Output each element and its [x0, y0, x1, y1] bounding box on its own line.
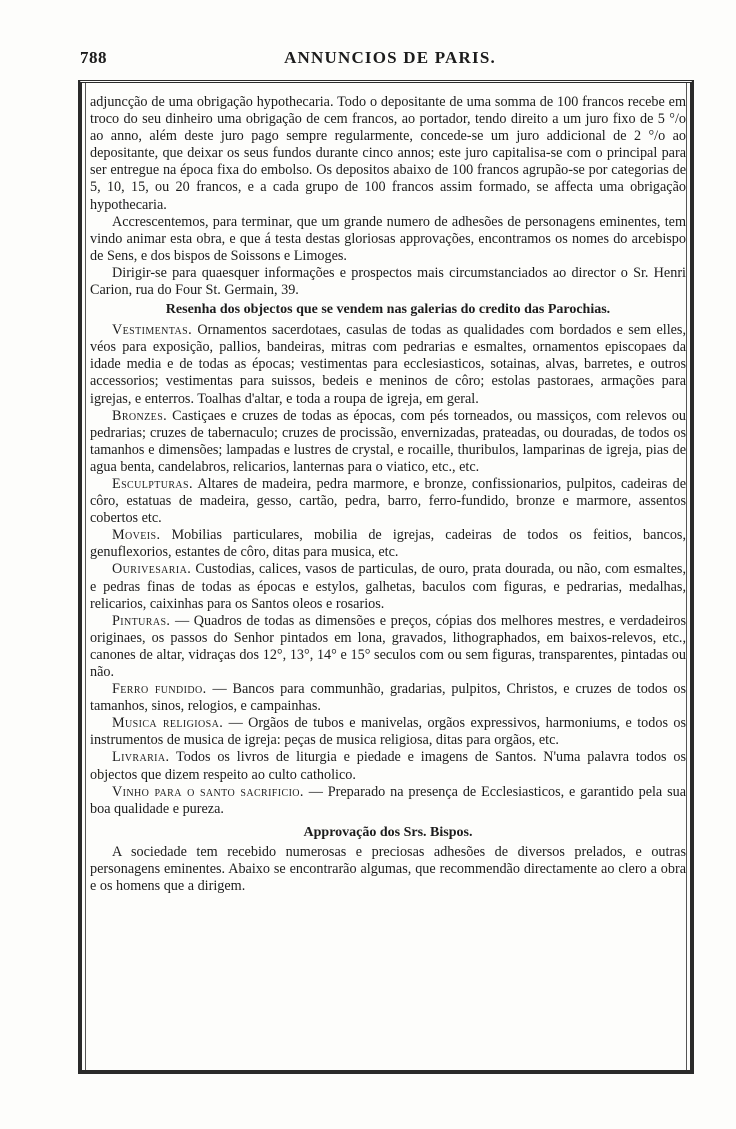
item-text: Todos os livros de liturgia e piedade e imagens de Santos. N'uma palavra todos os objectos que dizem respeito ao culto catholico. [90, 749, 686, 783]
approval-paragraph: A sociedade tem recebido numerosas e preciosas adhesões de diversos prelados, e outras personagens eminentes. Abaixo se encontrarão algumas, que recommendão directamente ao clero a obra e os homens que a dirigem. [90, 843, 686, 895]
item-heading: Ourivesaria. [112, 561, 192, 578]
item-heading: Vinho para o santo sacrificio. [112, 783, 304, 800]
article-body [90, 94, 686, 895]
item-text: — Orgãos de tubos e manivelas, orgãos expressivos, harmoniums, e todos os instrumentos de musica de igreja: peças de musica religiosa, ditas para orgãos, etc. [90, 715, 686, 749]
approval-title: Approvação dos Srs. Bispos. [303, 824, 473, 840]
item-heading: Bronzes. [112, 407, 168, 424]
item-text: — Preparado na presença de Ecclesiasticos, e garantido pela sua boa qualidade e pureza. [90, 783, 686, 817]
item-text: Ornamentos sacerdotaes, casulas de todas as qualidades com bordados e sem elles, véos para exposição, pallios, bandeiras, mitras com pedrarias e esmaltes, ornamentos episcopaes da idade media e de todas as épocas; vestimentas para ecclesiasticos, sotainas, alvas, barretes, e outros accessorios; vestimentas para suissos, bedeis e meninos de côro; estolas pastoraes, armações para igrejas, e enterros. Toalhas d'altar, e toda a roupa de igreja, em geral. [90, 322, 686, 407]
item-heading: Livraria. [112, 749, 170, 766]
intro-paragraph-2: Accrescentemos, para terminar, que um grande numero de adhesões de personagens eminentes, tem vindo animar esta obra, e que á testa destas gloriosas approvações, encontramos os nomes do arcebispo de Sens, e dos bispos de Soissons e Limoges. [90, 213, 686, 264]
item-text: Custodias, calices, vasos de particulas, de ouro, prata dourada, ou não, com esmaltes, e pedras finas de todas as épocas e estylos, galhetas, baculos com figuras, e pedrarias, medalhas, relicarios, caixinhas para os Santos oleos e rosarios. [90, 561, 686, 612]
item-text: Mobilias particulares, mobilia de igrejas, cadeiras de todos os feitios, bancos, genuflexorios, estantes de côro, ditas para musica, etc. [90, 527, 687, 561]
page-number: 788 [80, 48, 107, 67]
item-vestimentas [90, 322, 686, 407]
item-pinturas [90, 613, 686, 681]
intro-paragraph-3: Dirigir-se para quaesquer informações e prospectos mais circumstanciados ao director o Sr. Henri Carion, rua do Four St. Germain, 39. [90, 264, 686, 299]
running-title: ANNUNCIOS DE PARIS. [284, 48, 496, 67]
item-text: Altares de madeira, pedra marmore, e bronze, confissionarios, pulpitos, cadeiras de côro, estatuas de madeira, gesso, cartão, pedra, barro, ferro-fundido, bronze e marmore, assentos cobertos etc. [90, 475, 686, 527]
intro-paragraph-1: adjuncção de uma obrigação hypothecaria. Todo o depositante de uma somma de 100 francos recebe em troco do seu dinheiro uma obrigação de cem francos, ao portador, tendo direito a um juro fixo de 5 °/o ao anno, além deste juro pago sempre regularmente, concede-se um juro addicional de 2 °/o ao depositante, que deixar os seus fundos durante cinco annos; este juro capitalisa-se com o principal para ser entregue na época fixa do embolso. Os depositos abaixo de 100 francos agrupão-se por categorias de 5, 10, 15, ou 20 francos, e a cada grupo de 100 francos assim formado, se affecta uma obrigação hypothecaria. [90, 94, 686, 213]
item-vinho [90, 784, 686, 818]
item-heading: Vestimentas. [112, 322, 193, 339]
page-header [80, 48, 700, 72]
item-esculpturas [90, 476, 686, 527]
item-bronzes [90, 408, 686, 476]
item-ferro-fundido [90, 681, 686, 715]
item-text: — Quadros de todas as dimensões e preços, cópias dos melhores mestres, e verdadeiros originaes, os passos do Senhor pintados em lona, gravados, lithographados, em baixos-relevos, etc., canones de altar, vidraças dos 12°, 13°, 14° e 15° seculos com ou sem figuras, transparentes, pintadas ou não. [90, 612, 687, 680]
item-text: — Bancos para communhão, gradarias, pulpitos, Christos, e cruzes de todos os tamanhos, sinos, relogios, e campainhas. [90, 681, 686, 715]
item-ourivesaria [90, 561, 686, 612]
item-heading: Musica religiosa. [112, 715, 224, 732]
item-musica-religiosa [90, 715, 686, 749]
item-heading: Pinturas. [112, 612, 171, 629]
item-moveis [90, 527, 686, 561]
item-heading: Ferro fundido. [112, 681, 207, 698]
item-heading: Esculpturas. [112, 475, 193, 492]
item-livraria [90, 749, 686, 783]
item-heading: Moveis. [112, 527, 161, 544]
section-title: Resenha dos objectos que se vendem nas galerias do credito das Parochias. [165, 302, 611, 318]
item-text: Castiçaes e cruzes de todas as épocas, com pés torneados, ou massiços, com relevos ou pedrarias; cruzes de tabernaculo; cruzes de procissão, envernizadas, prateadas, ou douradas, de todos os tamanhos e dimensões; lampadas e lustres de crystal, e rocaille, thuribulos, lamparinas de igreja, pias de agua benta, candelabros, relicarios, lanternas para o viatico, etc., etc. [90, 407, 687, 475]
